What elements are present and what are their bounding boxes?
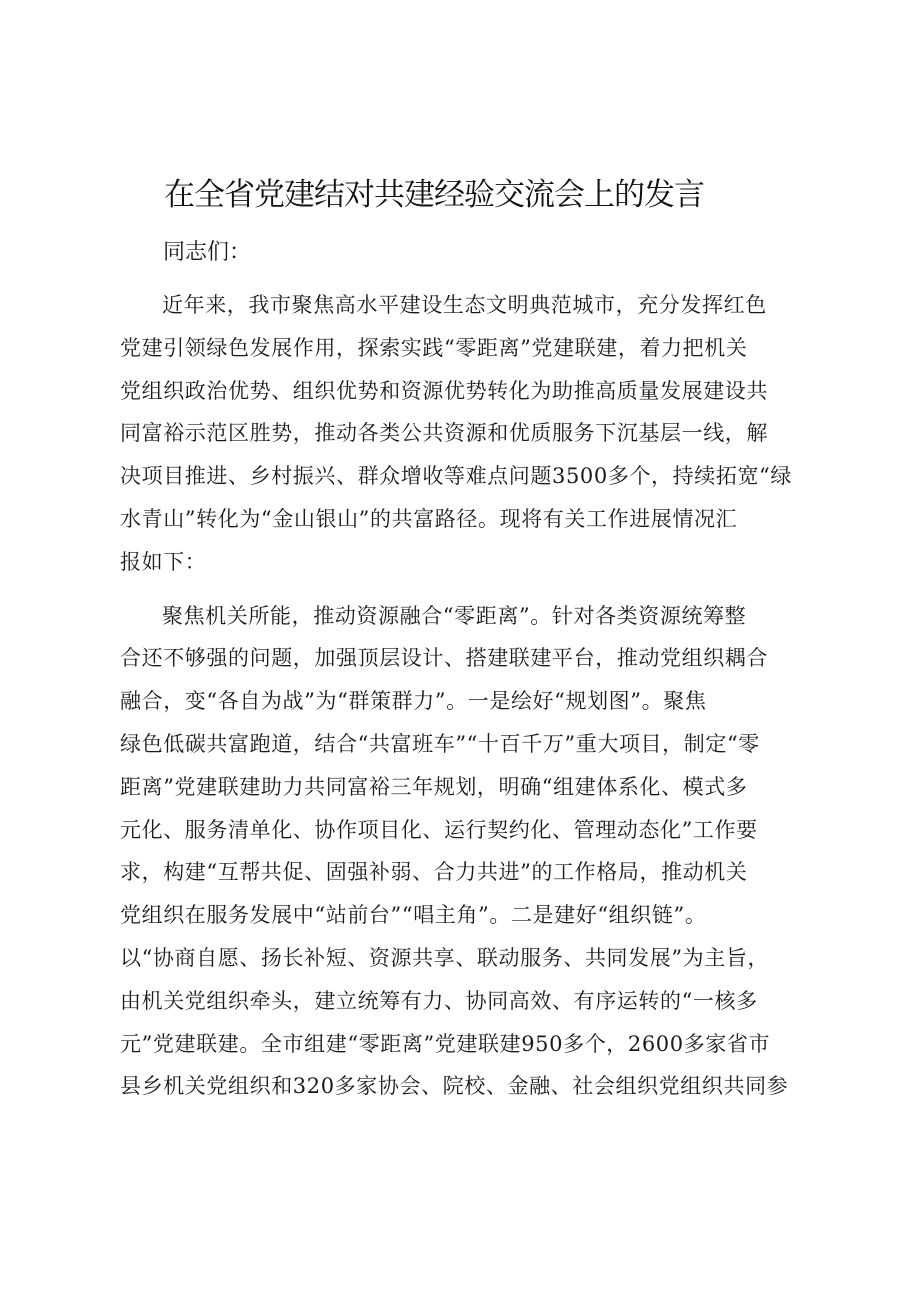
paragraph-line: 党组织在服务发展中“站前台”“唱主角”。二是建好“组织链”。 xyxy=(120,903,707,928)
document-body xyxy=(120,284,820,1108)
paragraph-line: 以“协商自愿、扬长补短、资源共享、联动服务、共同发展”为主旨， xyxy=(120,945,770,970)
page-title: 在全省党建结对共建经验交流会上的发言 xyxy=(164,177,704,213)
paragraph-line: 聚焦机关所能，推动资源融合“零距离”。针对各类资源统筹整 xyxy=(162,603,747,628)
paragraph-line: 由机关党组织牵头，建立统筹有力、协同高效、有序运转的“一核多 xyxy=(120,988,758,1013)
paragraph-line: 求，构建“互帮共促、固强补弱、合力共进”的工作格局，推动机关 xyxy=(120,860,748,885)
paragraph-line: 近年来，我市聚焦高水平建设生态文明典范城市，充分发挥红色 xyxy=(162,293,767,317)
paragraph xyxy=(120,284,820,584)
paragraph-line: 决项目推进、乡村振兴、群众增收等难点问题3500多个，持续拓宽“绿 xyxy=(120,464,792,489)
paragraph-line: 党组织政治优势、组织优势和资源优势转化为助推高质量发展建设共 xyxy=(120,378,768,403)
paragraph-line: 绿色低碳共富跑道，结合“共富班车”“十百千万”重大项目，制定“零 xyxy=(120,731,760,756)
paragraph-line: 县乡机关党组织和320多家协会、院校、金融、社会组织党组织共同参 xyxy=(120,1074,789,1099)
paragraph-line: 党建引领绿色发展作用，探索实践“零距离”党建联建，着力把机关 xyxy=(120,335,748,360)
paragraph-line: 融合，变“各自为战”为“群策群力”。一是绘好“规划图”。聚焦 xyxy=(120,689,707,714)
paragraph-line: 水青山”转化为“金山银山”的共富路径。现将有关工作进展情况汇 xyxy=(120,506,738,531)
salutation: 同志们： xyxy=(163,240,252,265)
paragraph-spacer xyxy=(120,584,820,595)
paragraph-line: 合还不够强的问题，加强顶层设计、搭建联建平台，推动党组织耦合 xyxy=(120,646,768,671)
paragraph-line: 同富裕示范区胜势，推动各类公共资源和优质服务下沉基层一线，解 xyxy=(120,421,768,446)
paragraph-line: 元”党建联建。全市组建“零距离”党建联建950多个，2600多家省市 xyxy=(120,1031,771,1056)
paragraph xyxy=(120,595,820,1109)
paragraph-line: 元化、服务清单化、协作项目化、运行契约化、管理动态化”工作要 xyxy=(120,817,758,842)
paragraph-line: 距离”党建联建助力共同富裕三年规划，明确“组建体系化、模式多 xyxy=(120,774,748,799)
paragraph-line: 报如下： xyxy=(120,549,207,574)
